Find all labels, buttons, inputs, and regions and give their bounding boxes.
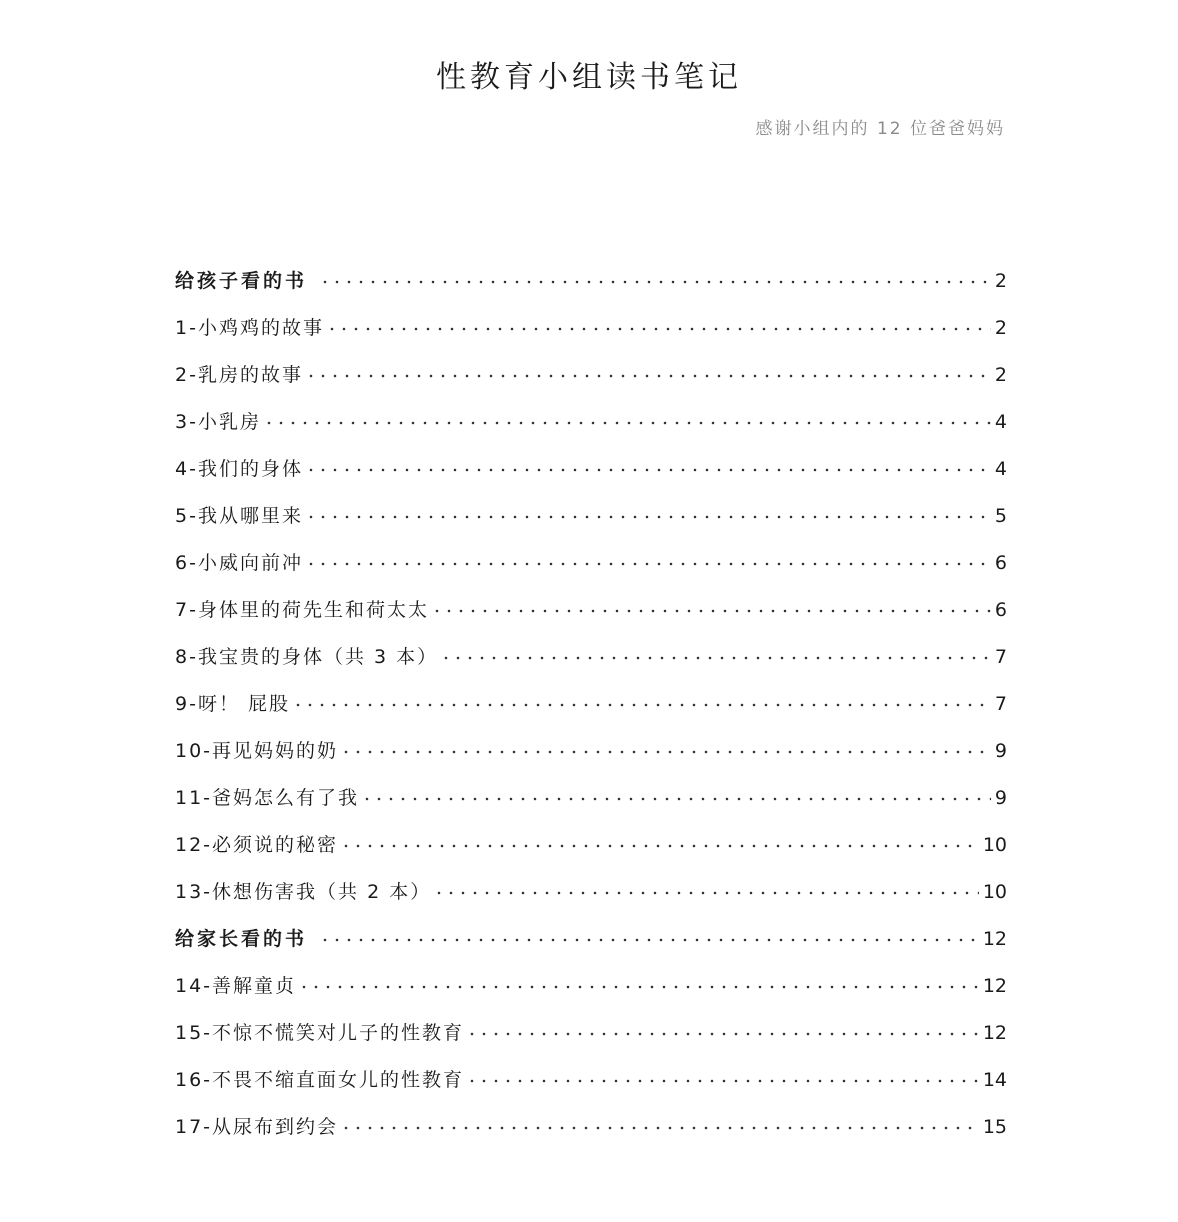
dot-leader <box>263 421 991 425</box>
toc-page-number: 9 <box>994 787 1007 809</box>
toc-page-number: 5 <box>994 505 1007 527</box>
toc-entry[interactable] <box>175 638 1007 685</box>
dot-leader <box>319 280 991 284</box>
toc-label: 16-不畏不缩直面女儿的性教育 <box>175 1069 465 1091</box>
toc-entry[interactable] <box>175 309 1007 356</box>
toc-label: 4-我们的身体 <box>175 458 303 480</box>
toc-entry[interactable] <box>175 779 1007 826</box>
toc-label: 1-小鸡鸡的故事 <box>175 317 324 339</box>
toc-page-number: 7 <box>994 646 1007 668</box>
toc-heading-children-books[interactable] <box>175 262 1007 309</box>
toc-page-number: 12 <box>982 928 1007 950</box>
toc-entry[interactable] <box>175 826 1007 873</box>
toc-entry[interactable] <box>175 1061 1007 1108</box>
toc-entry[interactable] <box>175 497 1007 544</box>
dot-leader <box>305 515 991 519</box>
toc-label: 15-不惊不慌笑对儿子的性教育 <box>175 1022 465 1044</box>
toc-label: 6-小威向前冲 <box>175 552 303 574</box>
dot-leader <box>466 1079 979 1083</box>
toc-entry[interactable] <box>175 450 1007 497</box>
dot-leader <box>298 985 979 989</box>
toc-page-number: 14 <box>982 1069 1007 1091</box>
toc-label: 11-爸妈怎么有了我 <box>175 787 360 809</box>
dot-leader <box>340 1126 979 1130</box>
dot-leader <box>431 609 991 613</box>
toc-page-number: 12 <box>982 975 1007 997</box>
dot-leader <box>305 468 991 472</box>
dot-leader <box>319 938 979 942</box>
toc-page-number: 4 <box>994 458 1007 480</box>
dot-leader <box>466 1032 979 1036</box>
toc-entry[interactable] <box>175 873 1007 920</box>
toc-page-number: 9 <box>994 740 1007 762</box>
dot-leader <box>292 703 991 707</box>
toc-page-number: 2 <box>994 364 1007 386</box>
dot-leader <box>433 891 979 895</box>
toc-label: 12-必须说的秘密 <box>175 834 339 856</box>
toc-label: 9-呀！ 屁股 <box>175 693 290 715</box>
toc-label: 3-小乳房 <box>175 411 261 433</box>
toc-page-number: 15 <box>982 1116 1007 1138</box>
toc-label: 14-善解童贞 <box>175 975 297 997</box>
toc-label: 8-我宝贵的身体（共 3 本） <box>175 646 439 668</box>
toc-label: 给家长看的书 <box>175 928 308 950</box>
toc-label: 10-再见妈妈的奶 <box>175 740 339 762</box>
toc-label: 5-我从哪里来 <box>175 505 303 527</box>
dot-leader <box>440 656 991 660</box>
dot-leader <box>305 562 991 566</box>
toc-entry[interactable] <box>175 1108 1007 1155</box>
dot-leader <box>340 844 979 848</box>
toc-heading-parent-books[interactable] <box>175 920 1007 967</box>
toc-label: 7-身体里的荷先生和荷太太 <box>175 599 429 621</box>
toc-label: 17-从尿布到约会 <box>175 1116 339 1138</box>
toc-page-number: 10 <box>982 881 1007 903</box>
dot-leader <box>361 797 991 801</box>
toc-label: 13-休想伤害我（共 2 本） <box>175 881 432 903</box>
dot-leader <box>326 327 991 331</box>
toc-entry[interactable] <box>175 685 1007 732</box>
toc-page-number: 4 <box>994 411 1007 433</box>
toc-entry[interactable] <box>175 732 1007 779</box>
toc-page-number: 6 <box>994 599 1007 621</box>
toc-page-number: 6 <box>994 552 1007 574</box>
toc-entry[interactable] <box>175 591 1007 638</box>
toc-label: 2-乳房的故事 <box>175 364 303 386</box>
toc-page-number: 10 <box>982 834 1007 856</box>
toc-page-number: 12 <box>982 1022 1007 1044</box>
dot-leader <box>305 374 991 378</box>
toc-label: 给孩子看的书 <box>175 270 308 292</box>
toc-page-number: 2 <box>994 270 1007 292</box>
table-of-contents <box>175 262 1007 1155</box>
toc-entry[interactable] <box>175 544 1007 591</box>
toc-page-number: 2 <box>994 317 1007 339</box>
toc-entry[interactable] <box>175 1014 1007 1061</box>
toc-entry[interactable] <box>175 403 1007 450</box>
toc-page-number: 7 <box>994 693 1007 715</box>
toc-entry[interactable] <box>175 356 1007 403</box>
document-title: 性教育小组读书笔记 <box>436 60 742 95</box>
document-subtitle: 感谢小组内的 12 位爸爸妈妈 <box>755 119 1005 139</box>
dot-leader <box>340 750 991 754</box>
toc-entry[interactable] <box>175 967 1007 1014</box>
